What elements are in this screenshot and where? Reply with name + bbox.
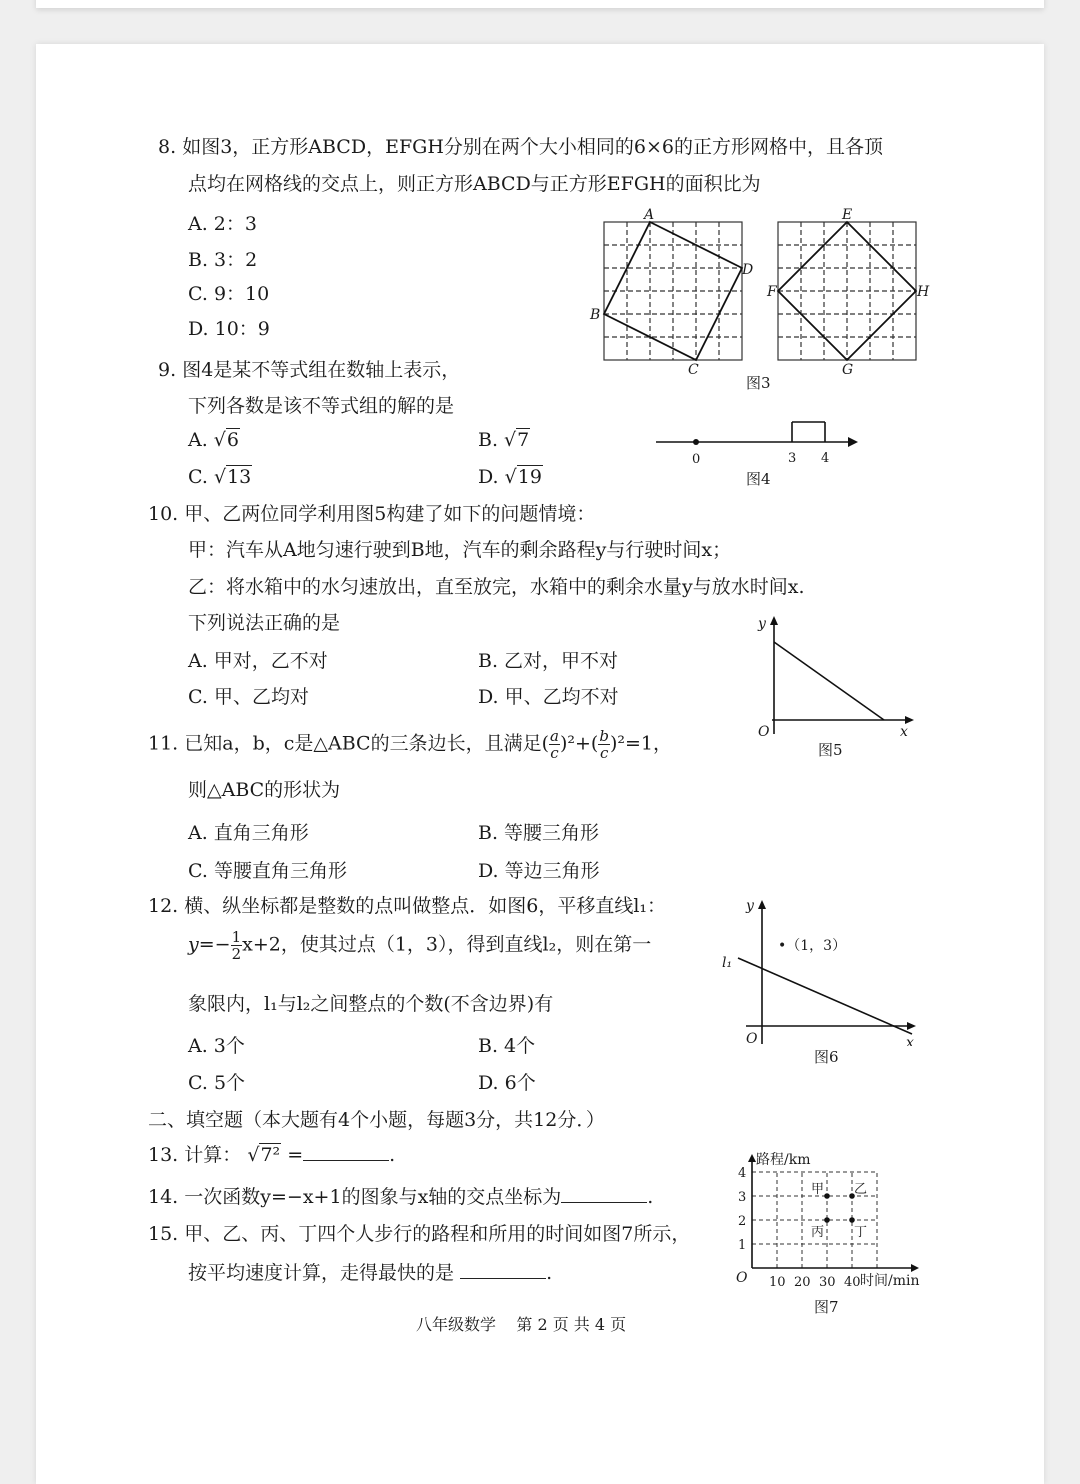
q11-option-c: C. 等腰直角三角形 <box>188 860 347 882</box>
q8-option-c: C. 9：10 <box>188 283 270 305</box>
q9-option-d: D. √19 <box>478 466 542 488</box>
question-10-line-4: 下列说法正确的是 <box>188 612 341 634</box>
question-12-line-3: 象限内，l₁与l₂之间整点的个数(不含边界)有 <box>188 993 554 1015</box>
label-h: H <box>917 284 930 300</box>
point-label: 丙 <box>811 1225 825 1240</box>
grid-efgh <box>778 222 916 360</box>
label-c: C <box>688 362 699 378</box>
q11-option-d: D. 等边三角形 <box>478 860 600 882</box>
data-point <box>824 1217 830 1223</box>
figure-4-number-line <box>648 412 868 472</box>
q11-option-b: B. 等腰三角形 <box>478 822 600 844</box>
point-label: 甲 <box>811 1182 825 1197</box>
question-8-line-1: 8. 如图3，正方形ABCD，EFGH分别在两个大小相同的6×6的正方形网格中，且各顶 <box>158 136 883 158</box>
x-tick-label: 40 <box>844 1275 861 1290</box>
question-9-line-1: 9. 图4是某不等式组在数轴上表示， <box>158 359 461 381</box>
question-11-line-1: 11. 已知a，b，c是△ABC的三条边长，且满足( $\frac{a}{c}$ )²+( $\frac{b}{c}$ )²=1， <box>148 727 672 762</box>
previous-page-edge <box>36 0 1044 8</box>
question-8-line-2: 点均在网格线的交点上，则正方形ABCD与正方形EFGH的面积比为 <box>188 173 761 195</box>
figure-5-caption: 图5 <box>818 741 843 759</box>
q9-option-c: C. √13 <box>188 466 252 488</box>
y-label: y <box>758 616 766 632</box>
l1-label: l₁ <box>722 955 733 971</box>
q9-option-a: A. √6 <box>188 429 240 451</box>
question-9-line-2: 下列各数是该不等式组的解的是 <box>188 395 455 417</box>
label-g: G <box>842 362 854 378</box>
grid-abcd <box>604 222 742 360</box>
x-arrow-icon <box>911 1264 919 1272</box>
x-axis-label: 时间/min <box>860 1273 920 1289</box>
chart-points <box>811 1182 867 1240</box>
figure-7-caption: 图7 <box>814 1298 839 1316</box>
answer-blank-14[interactable] <box>561 1184 647 1203</box>
origin-label: O <box>736 1270 748 1286</box>
x-arrow-icon <box>907 1022 916 1030</box>
q10-option-b: B. 乙对，甲不对 <box>478 650 619 672</box>
q12-option-a: A. 3个 <box>188 1035 245 1057</box>
point-1-3: •（1，3） <box>778 938 847 954</box>
question-15-line-1: 15. 甲、乙、丙、丁四个人步行的路程和所用的时间如图7所示， <box>148 1223 691 1245</box>
answer-blank-13[interactable] <box>303 1142 389 1161</box>
y-axis-label: 路程/km <box>756 1152 811 1168</box>
tick-0: 0 <box>692 452 701 467</box>
q12-option-b: B. 4个 <box>478 1035 536 1057</box>
q12-option-d: D. 6个 <box>478 1072 536 1094</box>
question-12-line-1: 12. 横、纵坐标都是整数的点叫做整点．如图6，平移直线l₁： <box>148 895 667 917</box>
x-tick-label: 20 <box>794 1275 811 1290</box>
question-10-line-1: 10. 甲、乙两位同学利用图5构建了如下的问题情境： <box>148 503 596 525</box>
figure-6 <box>716 892 926 1046</box>
q8-option-d: D. 10：9 <box>188 318 270 340</box>
y-tick-label: 4 <box>738 1166 747 1181</box>
answer-blank-15[interactable] <box>460 1260 546 1279</box>
line-l1 <box>738 958 912 1034</box>
exam-page[interactable] <box>36 44 1044 1484</box>
y-arrow-icon <box>748 1154 756 1162</box>
tick-3: 3 <box>788 451 797 466</box>
q10-option-d: D. 甲、乙均不对 <box>478 686 619 708</box>
x-arrow-icon <box>905 716 914 724</box>
y-tick-label: 1 <box>738 1238 747 1253</box>
question-12-line-2: y=− $\frac{1}{2}$ x+2，使其过点（1，3），得到直线l₂，则在第一 <box>188 928 652 963</box>
section-2-heading: 二、填空题（本大题有4个小题，每题3分，共12分．） <box>148 1109 605 1131</box>
y-arrow-icon <box>770 616 778 625</box>
label-a: A <box>644 207 655 223</box>
label-b: B <box>590 307 601 323</box>
y-tick-label: 3 <box>738 1190 747 1205</box>
y-label: y <box>746 898 754 914</box>
question-11-line-2: 则△ABC的形状为 <box>188 779 341 801</box>
figure-3-caption: 图3 <box>746 374 771 392</box>
point-label: 乙 <box>854 1182 868 1197</box>
label-e: E <box>842 207 853 223</box>
question-15-line-2: 按平均速度计算，走得最快的是 . <box>188 1262 553 1284</box>
x-label: x <box>906 1035 914 1046</box>
question-10-line-3: 乙：将水箱中的水匀速放出，直至放完，水箱中的剩余水量y与放水时间x. <box>188 576 805 598</box>
y-tick-label: 2 <box>738 1214 747 1229</box>
q10-option-c: C. 甲、乙均对 <box>188 686 309 708</box>
origin-label: O <box>758 724 770 740</box>
decreasing-line <box>774 642 884 720</box>
q12-option-c: C. 5个 <box>188 1072 246 1094</box>
data-point <box>849 1217 855 1223</box>
question-10-line-2: 甲：汽车从A地匀速行驶到B地，汽车的剩余路程y与行驶时间x； <box>188 539 732 561</box>
arrow-icon <box>848 437 858 447</box>
label-f: F <box>767 284 777 300</box>
figure-7-chart <box>726 1144 936 1304</box>
point-label: 丁 <box>854 1225 868 1240</box>
page-footer: 八年级数学 第 2 页 共 4 页 <box>416 1315 627 1334</box>
x-tick-label: 10 <box>769 1275 786 1290</box>
y-arrow-icon <box>758 900 766 909</box>
x-label: x <box>900 724 908 740</box>
figure-4-caption: 图4 <box>746 470 771 488</box>
q11-option-a: A. 直角三角形 <box>188 822 309 844</box>
q8-option-b: B. 3：2 <box>188 249 258 271</box>
q10-option-a: A. 甲对，乙不对 <box>188 650 328 672</box>
x-tick-label: 30 <box>819 1275 836 1290</box>
label-d: D <box>742 262 754 278</box>
question-14: 14. 一次函数y=−x+1的图象与x轴的交点坐标为 . <box>148 1186 654 1208</box>
figure-3 <box>584 206 934 396</box>
chart-ticks <box>738 1166 861 1290</box>
q9-option-b: B. √7 <box>478 429 530 451</box>
tick-4: 4 <box>821 451 830 466</box>
question-13: 13. 计算： √7² = . <box>148 1144 396 1166</box>
figure-6-caption: 图6 <box>814 1048 839 1066</box>
figure-5 <box>744 612 924 740</box>
data-point <box>824 1193 830 1199</box>
q8-option-a: A. 2：3 <box>188 213 257 235</box>
origin-label: O <box>746 1031 758 1046</box>
